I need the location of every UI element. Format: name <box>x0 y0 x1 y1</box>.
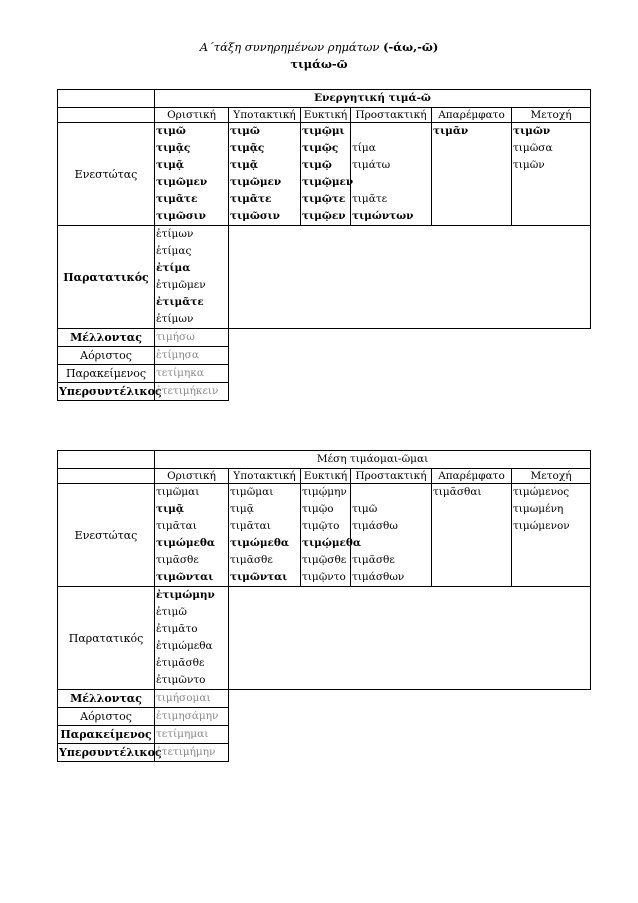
pluperfect-form: ἐτετιμήμην <box>155 744 229 762</box>
row-label-perfect: Παρακείμενος <box>58 365 155 383</box>
corner-cell <box>58 108 155 123</box>
row-label-perfect: Παρακείμενος <box>58 726 155 744</box>
row-label-pluperfect: Υπερσυντέλικος <box>58 744 155 762</box>
col-infinitive: Απαρέμφατο <box>432 108 512 123</box>
present-subjunctive: τιμῶμαι τιμᾷ τιμᾶται τιμώμεθα τιμᾶσθε τιμῶνται <box>229 484 301 587</box>
col-subjunctive: Υποτακτική <box>229 469 301 484</box>
present-infinitive: τιμᾶσθαι <box>432 484 512 587</box>
col-indicative: Οριστική <box>155 108 229 123</box>
present-imperative: τιμῶ τιμάσθω τιμᾶσθε τιμάσθων <box>351 484 432 587</box>
empty-area <box>229 587 591 690</box>
present-optative: τιμῷμι τιμῷς τιμῷ τιμῷμεν τιμῷτε τιμῷεν <box>301 123 351 226</box>
corner-cell <box>58 469 155 484</box>
title-endings: (-άω,-ῶ) <box>383 40 439 54</box>
voice-header: Ενεργητική τιμά-ῶ <box>155 90 591 108</box>
middle-voice-table <box>57 450 591 762</box>
present-imperative: τίμα τιμάτω τιμᾶτε τιμώντων <box>351 123 432 226</box>
perfect-form: τετίμηκα <box>155 365 229 383</box>
imperfect-forms: ἐτίμων ἐτίμας ἐτίμα ἐτιμῶμεν ἐτιμᾶτε ἐτίμων <box>155 226 229 329</box>
title-main: τάξη συνηρημένων ρημάτων <box>213 40 384 54</box>
empty-area <box>229 690 591 762</box>
pluperfect-form: ἐτετιμήκειν <box>155 383 229 401</box>
col-optative: Ευκτική <box>301 108 351 123</box>
col-participle: Μετοχή <box>512 108 591 123</box>
perfect-form: τετίμημαι <box>155 726 229 744</box>
col-subjunctive: Υποτακτική <box>229 108 301 123</box>
page-title <box>0 40 638 55</box>
row-label-future: Μέλλοντας <box>58 329 155 347</box>
page-subtitle: τιμάω-ῶ <box>290 57 348 71</box>
row-label-pluperfect: Υπερσυντέλικος <box>58 383 155 401</box>
imperfect-forms: ἐτιμώμην ἐτιμῶ ἐτιμᾶτο ἐτιμώμεθα ἐτιμᾶσθε ἐτιμῶντο <box>155 587 229 690</box>
corner-cell <box>58 451 155 469</box>
row-label-present: Ενεστώτας <box>58 484 155 587</box>
row-label-imperfect: Παρατατικός <box>58 587 155 690</box>
future-form: τιμήσω <box>155 329 229 347</box>
active-voice-table <box>57 89 591 401</box>
row-label-imperfect: Παρατατικός <box>58 226 155 329</box>
present-participle: τιμῶν τιμῶσα τιμῶν <box>512 123 591 226</box>
future-form: τιμήσομαι <box>155 690 229 708</box>
present-indicative: τιμῶ τιμᾷς τιμᾷ τιμῶμεν τιμᾶτε τιμῶσιν <box>155 123 229 226</box>
col-optative: Ευκτική <box>301 469 351 484</box>
present-optative: τιμῴμην τιμῷο τιμῷτο τιμῴμεθα τιμῷσθε τιμῷντο <box>301 484 351 587</box>
aorist-form: ἐτίμησα <box>155 347 229 365</box>
present-indicative: τιμῶμαι τιμᾷ τιμᾶται τιμώμεθα τιμᾶσθε τιμῶνται <box>155 484 229 587</box>
row-label-future: Μέλλοντας <box>58 690 155 708</box>
present-infinitive: τιμᾶν <box>432 123 512 226</box>
empty-area <box>229 329 591 401</box>
voice-header: Μέση τιμάομαι-ῶμαι <box>155 451 591 469</box>
col-indicative: Οριστική <box>155 469 229 484</box>
aorist-form: ἐτιμησάμην <box>155 708 229 726</box>
row-label-aorist: Αόριστος <box>58 347 155 365</box>
col-participle: Μετοχή <box>512 469 591 484</box>
col-imperative: Προστακτική <box>351 469 432 484</box>
present-participle: τιμώμενος τιμωμένη τιμώμενον <box>512 484 591 587</box>
row-label-present: Ενεστώτας <box>58 123 155 226</box>
empty-area <box>229 226 591 329</box>
col-infinitive: Απαρέμφατο <box>432 469 512 484</box>
corner-cell <box>58 90 155 108</box>
col-imperative: Προστακτική <box>351 108 432 123</box>
row-label-aorist: Αόριστος <box>58 708 155 726</box>
title-prefix: Α΄ <box>199 40 214 54</box>
present-subjunctive: τιμῶ τιμᾷς τιμᾷ τιμῶμεν τιμᾶτε τιμῶσιν <box>229 123 301 226</box>
